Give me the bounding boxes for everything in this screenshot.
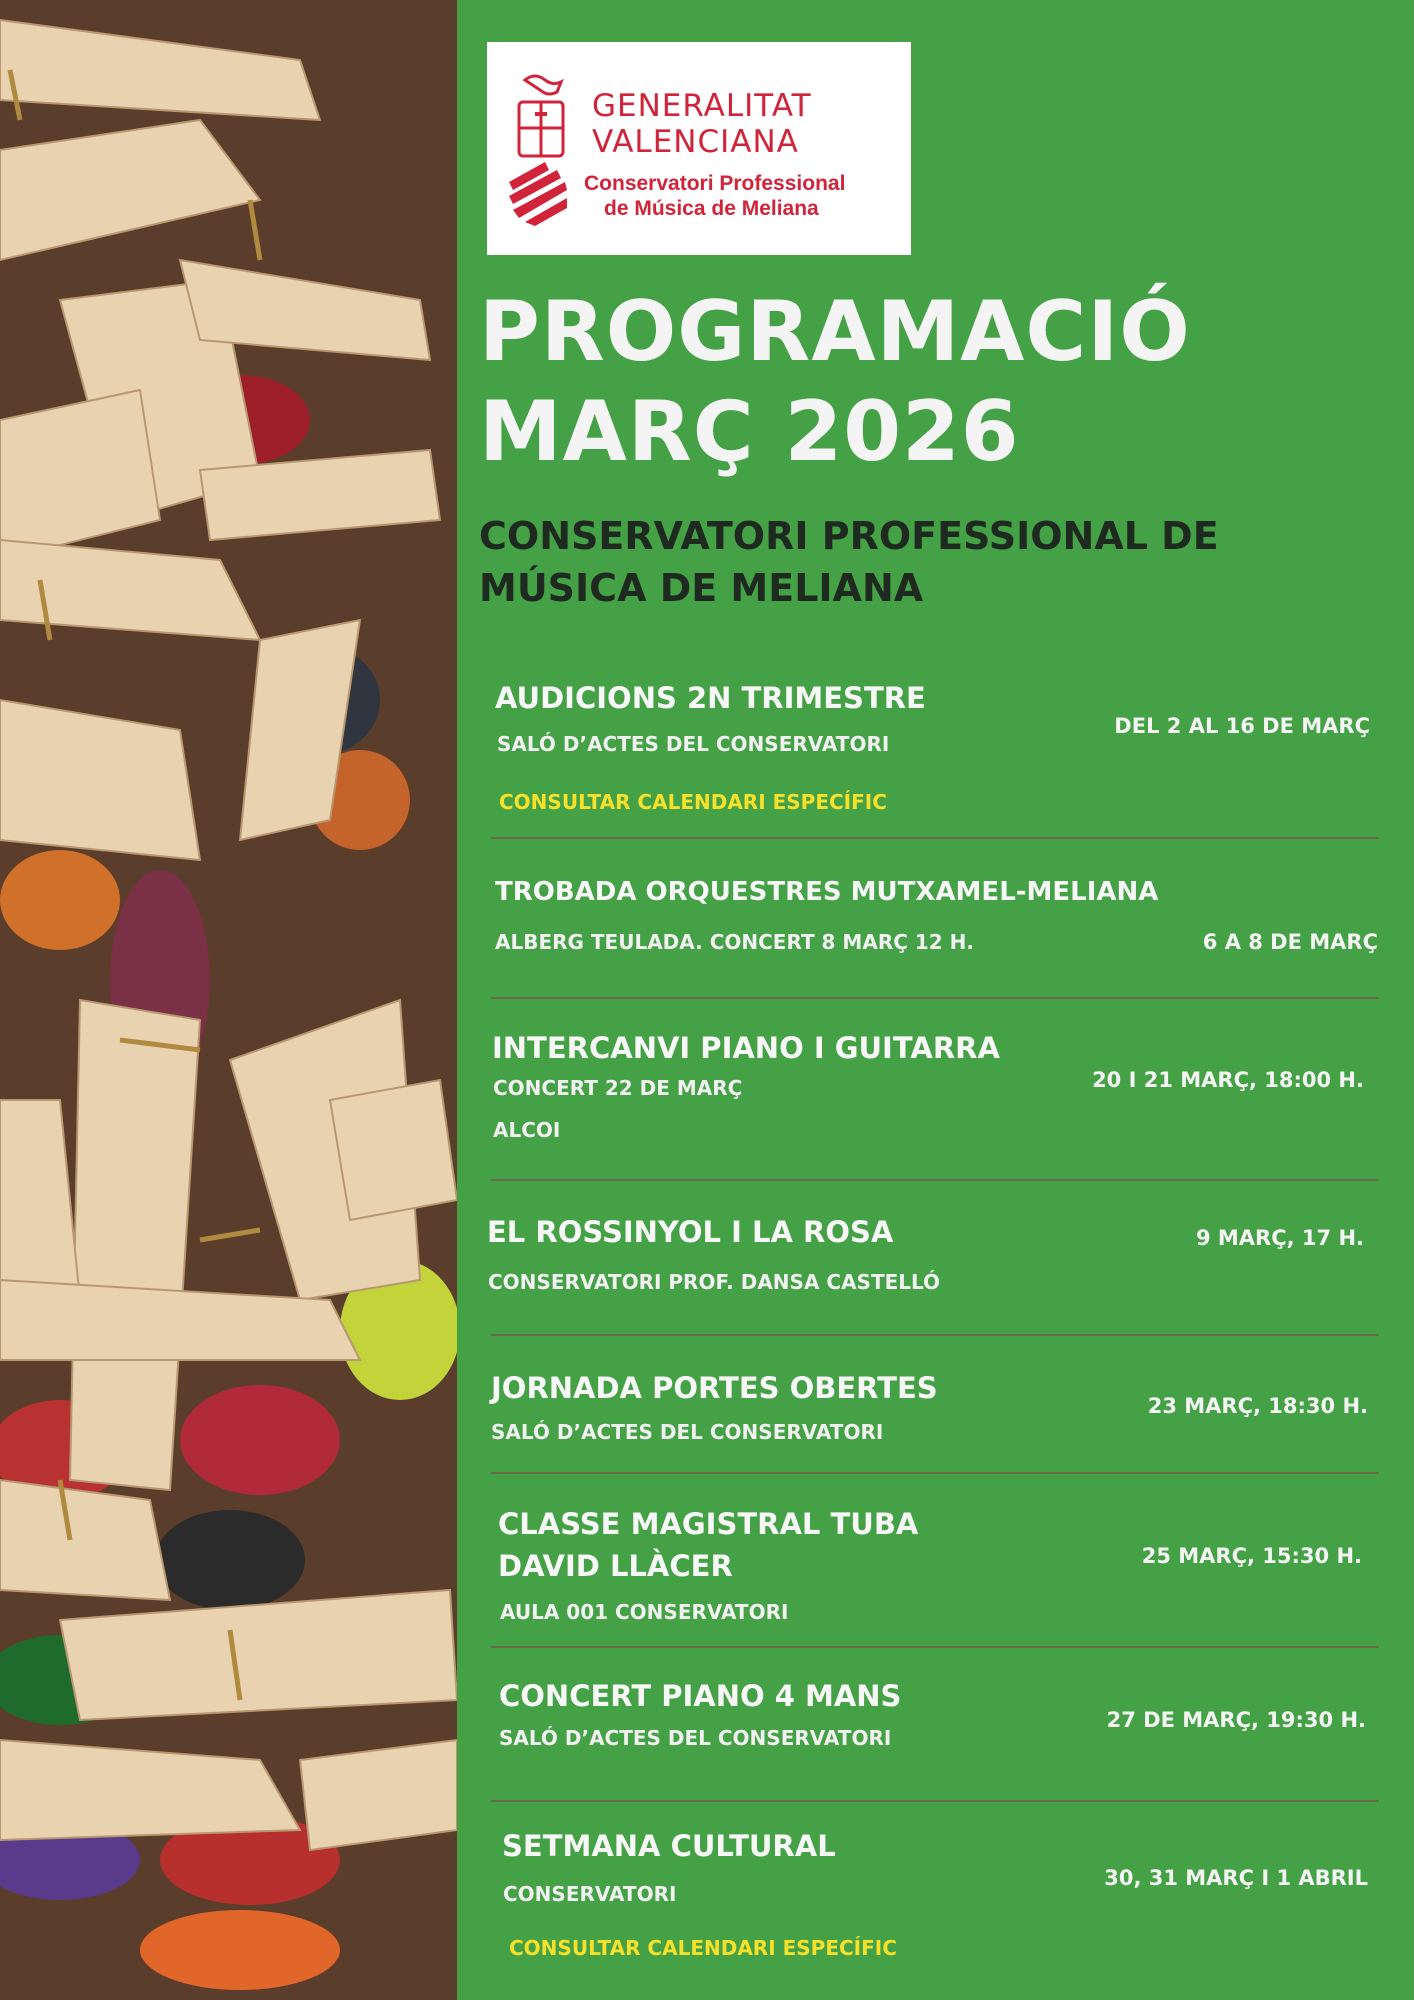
logo-meliana-text: de Música de Meliana	[604, 197, 819, 220]
logo-valenciana-text: VALENCIANA	[592, 124, 799, 160]
event-item-classe-tuba	[457, 1504, 1414, 1634]
event-name-line-2: DAVID LLÀCER	[498, 1549, 733, 1583]
event-name: SETMANA CULTURAL	[502, 1829, 836, 1863]
event-divider	[491, 837, 1379, 839]
logo-conservatori-text: Conservatori Professional	[584, 172, 846, 195]
event-venue: ALBERG TEULADA. CONCERT 8 MARÇ 12 H.	[495, 930, 974, 954]
event-venue: SALÓ D’ACTES DEL CONSERVATORI	[491, 1420, 884, 1444]
event-name: CLASSE MAGISTRAL TUBA	[498, 1507, 919, 1541]
calendar-link[interactable]: CONSULTAR CALENDARI ESPECÍFIC	[509, 1936, 897, 1960]
calendar-link[interactable]: CONSULTAR CALENDARI ESPECÍFIC	[499, 790, 887, 814]
conservatory-logo	[487, 42, 911, 255]
event-date: DEL 2 AL 16 DE MARÇ	[1114, 714, 1370, 738]
program-panel	[457, 0, 1414, 2000]
subtitle-line-2: MÚSICA DE MELIANA	[479, 566, 924, 610]
title-line-2: MARÇ 2026	[479, 383, 1020, 480]
event-item-audicions	[457, 676, 1414, 836]
event-name: CONCERT PIANO 4 MANS	[499, 1679, 902, 1713]
event-item-setmana-cultural	[457, 1826, 1414, 1976]
event-divider	[491, 997, 1379, 999]
generalitat-emblem-icon	[505, 70, 577, 230]
event-name: JORNADA PORTES OBERTES	[491, 1371, 938, 1405]
event-date: 20 I 21 MARÇ, 18:00 H.	[1092, 1068, 1364, 1092]
event-name: INTERCANVI PIANO I GUITARRA	[492, 1031, 1000, 1065]
event-name: EL ROSSINYOL I LA ROSA	[487, 1215, 894, 1249]
event-item-piano-4-mans	[457, 1676, 1414, 1776]
event-item-rossinyol	[457, 1212, 1414, 1332]
logo-generalitat-text: GENERALITAT	[592, 88, 812, 124]
event-name: AUDICIONS 2N TRIMESTRE	[495, 681, 926, 715]
event-venue: CONSERVATORI PROF. DANSA CASTELLÓ	[488, 1270, 941, 1294]
event-location: ALCOI	[493, 1118, 561, 1142]
event-venue: CONSERVATORI	[503, 1882, 677, 1906]
event-date: 9 MARÇ, 17 H.	[1195, 1226, 1364, 1250]
event-venue: SALÓ D’ACTES DEL CONSERVATORI	[497, 732, 890, 756]
event-venue: CONCERT 22 DE MARÇ	[493, 1076, 743, 1100]
subtitle-line-1: CONSERVATORI PROFESSIONAL DE	[479, 514, 1219, 558]
event-divider	[491, 1646, 1379, 1648]
reeds-photo	[0, 0, 457, 2000]
event-item-portes-obertes	[457, 1368, 1414, 1468]
event-date: 25 MARÇ, 15:30 H.	[1141, 1544, 1362, 1568]
event-date: 27 DE MARÇ, 19:30 H.	[1106, 1708, 1366, 1732]
page-title	[479, 282, 1191, 482]
title-line-1: PROGRAMACIÓ	[479, 283, 1191, 380]
event-name: TROBADA ORQUESTRES MUTXAMEL-MELIANA	[495, 877, 1159, 907]
event-divider	[491, 1179, 1379, 1181]
event-venue: SALÓ D’ACTES DEL CONSERVATORI	[499, 1726, 892, 1750]
event-item-trobada	[457, 872, 1414, 992]
event-divider	[491, 1800, 1379, 1802]
event-venue: AULA 001 CONSERVATORI	[500, 1600, 789, 1624]
event-divider	[491, 1472, 1379, 1474]
event-date: 30, 31 MARÇ I 1 ABRIL	[1104, 1866, 1368, 1890]
event-date: 6 A 8 DE MARÇ	[1202, 930, 1378, 954]
event-divider	[491, 1334, 1379, 1336]
page-subtitle	[479, 510, 1219, 614]
event-date: 23 MARÇ, 18:30 H.	[1147, 1394, 1368, 1418]
event-item-intercanvi	[457, 1028, 1414, 1178]
